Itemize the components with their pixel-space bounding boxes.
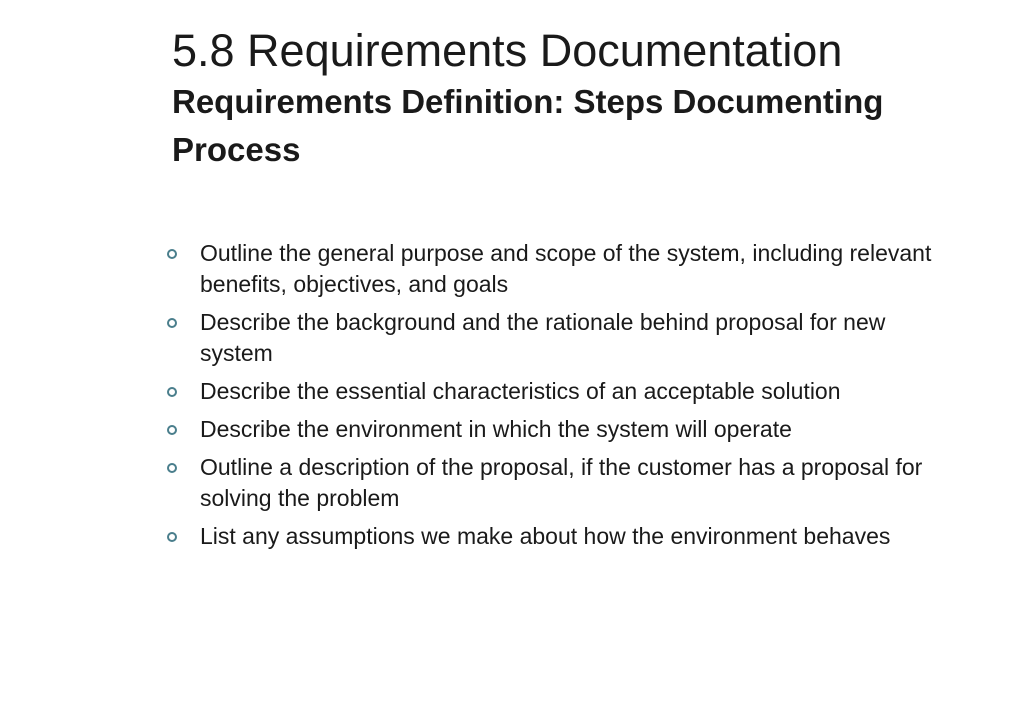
list-item [165, 521, 945, 552]
list-item [165, 307, 945, 369]
list-item [165, 238, 945, 300]
ring-bullet-icon [167, 425, 177, 435]
slide-title: 5.8 Requirements Documentation [172, 25, 843, 76]
list-item [165, 414, 945, 445]
bullet-text: Outline a description of the proposal, if the customer has a proposal for solving the problem [200, 454, 923, 511]
list-item [165, 376, 945, 407]
ring-bullet-icon [167, 463, 177, 473]
list-item [165, 452, 945, 514]
bullet-text: Describe the essential characteristics of an acceptable solution [200, 378, 841, 404]
bullet-text: Describe the background and the rationale behind proposal for new system [200, 309, 886, 366]
title-block [172, 24, 992, 174]
bullet-list [165, 238, 945, 559]
bullet-text: List any assumptions we make about how the environment behaves [200, 523, 891, 549]
ring-bullet-icon [167, 387, 177, 397]
slide-subtitle: Requirements Definition: Steps Documenting Process [172, 83, 884, 168]
bullet-text: Outline the general purpose and scope of the system, including relevant benefits, objectives, and goals [200, 240, 932, 297]
bullet-text: Describe the environment in which the system will operate [200, 416, 792, 442]
ring-bullet-icon [167, 532, 177, 542]
ring-bullet-icon [167, 318, 177, 328]
ring-bullet-icon [167, 249, 177, 259]
